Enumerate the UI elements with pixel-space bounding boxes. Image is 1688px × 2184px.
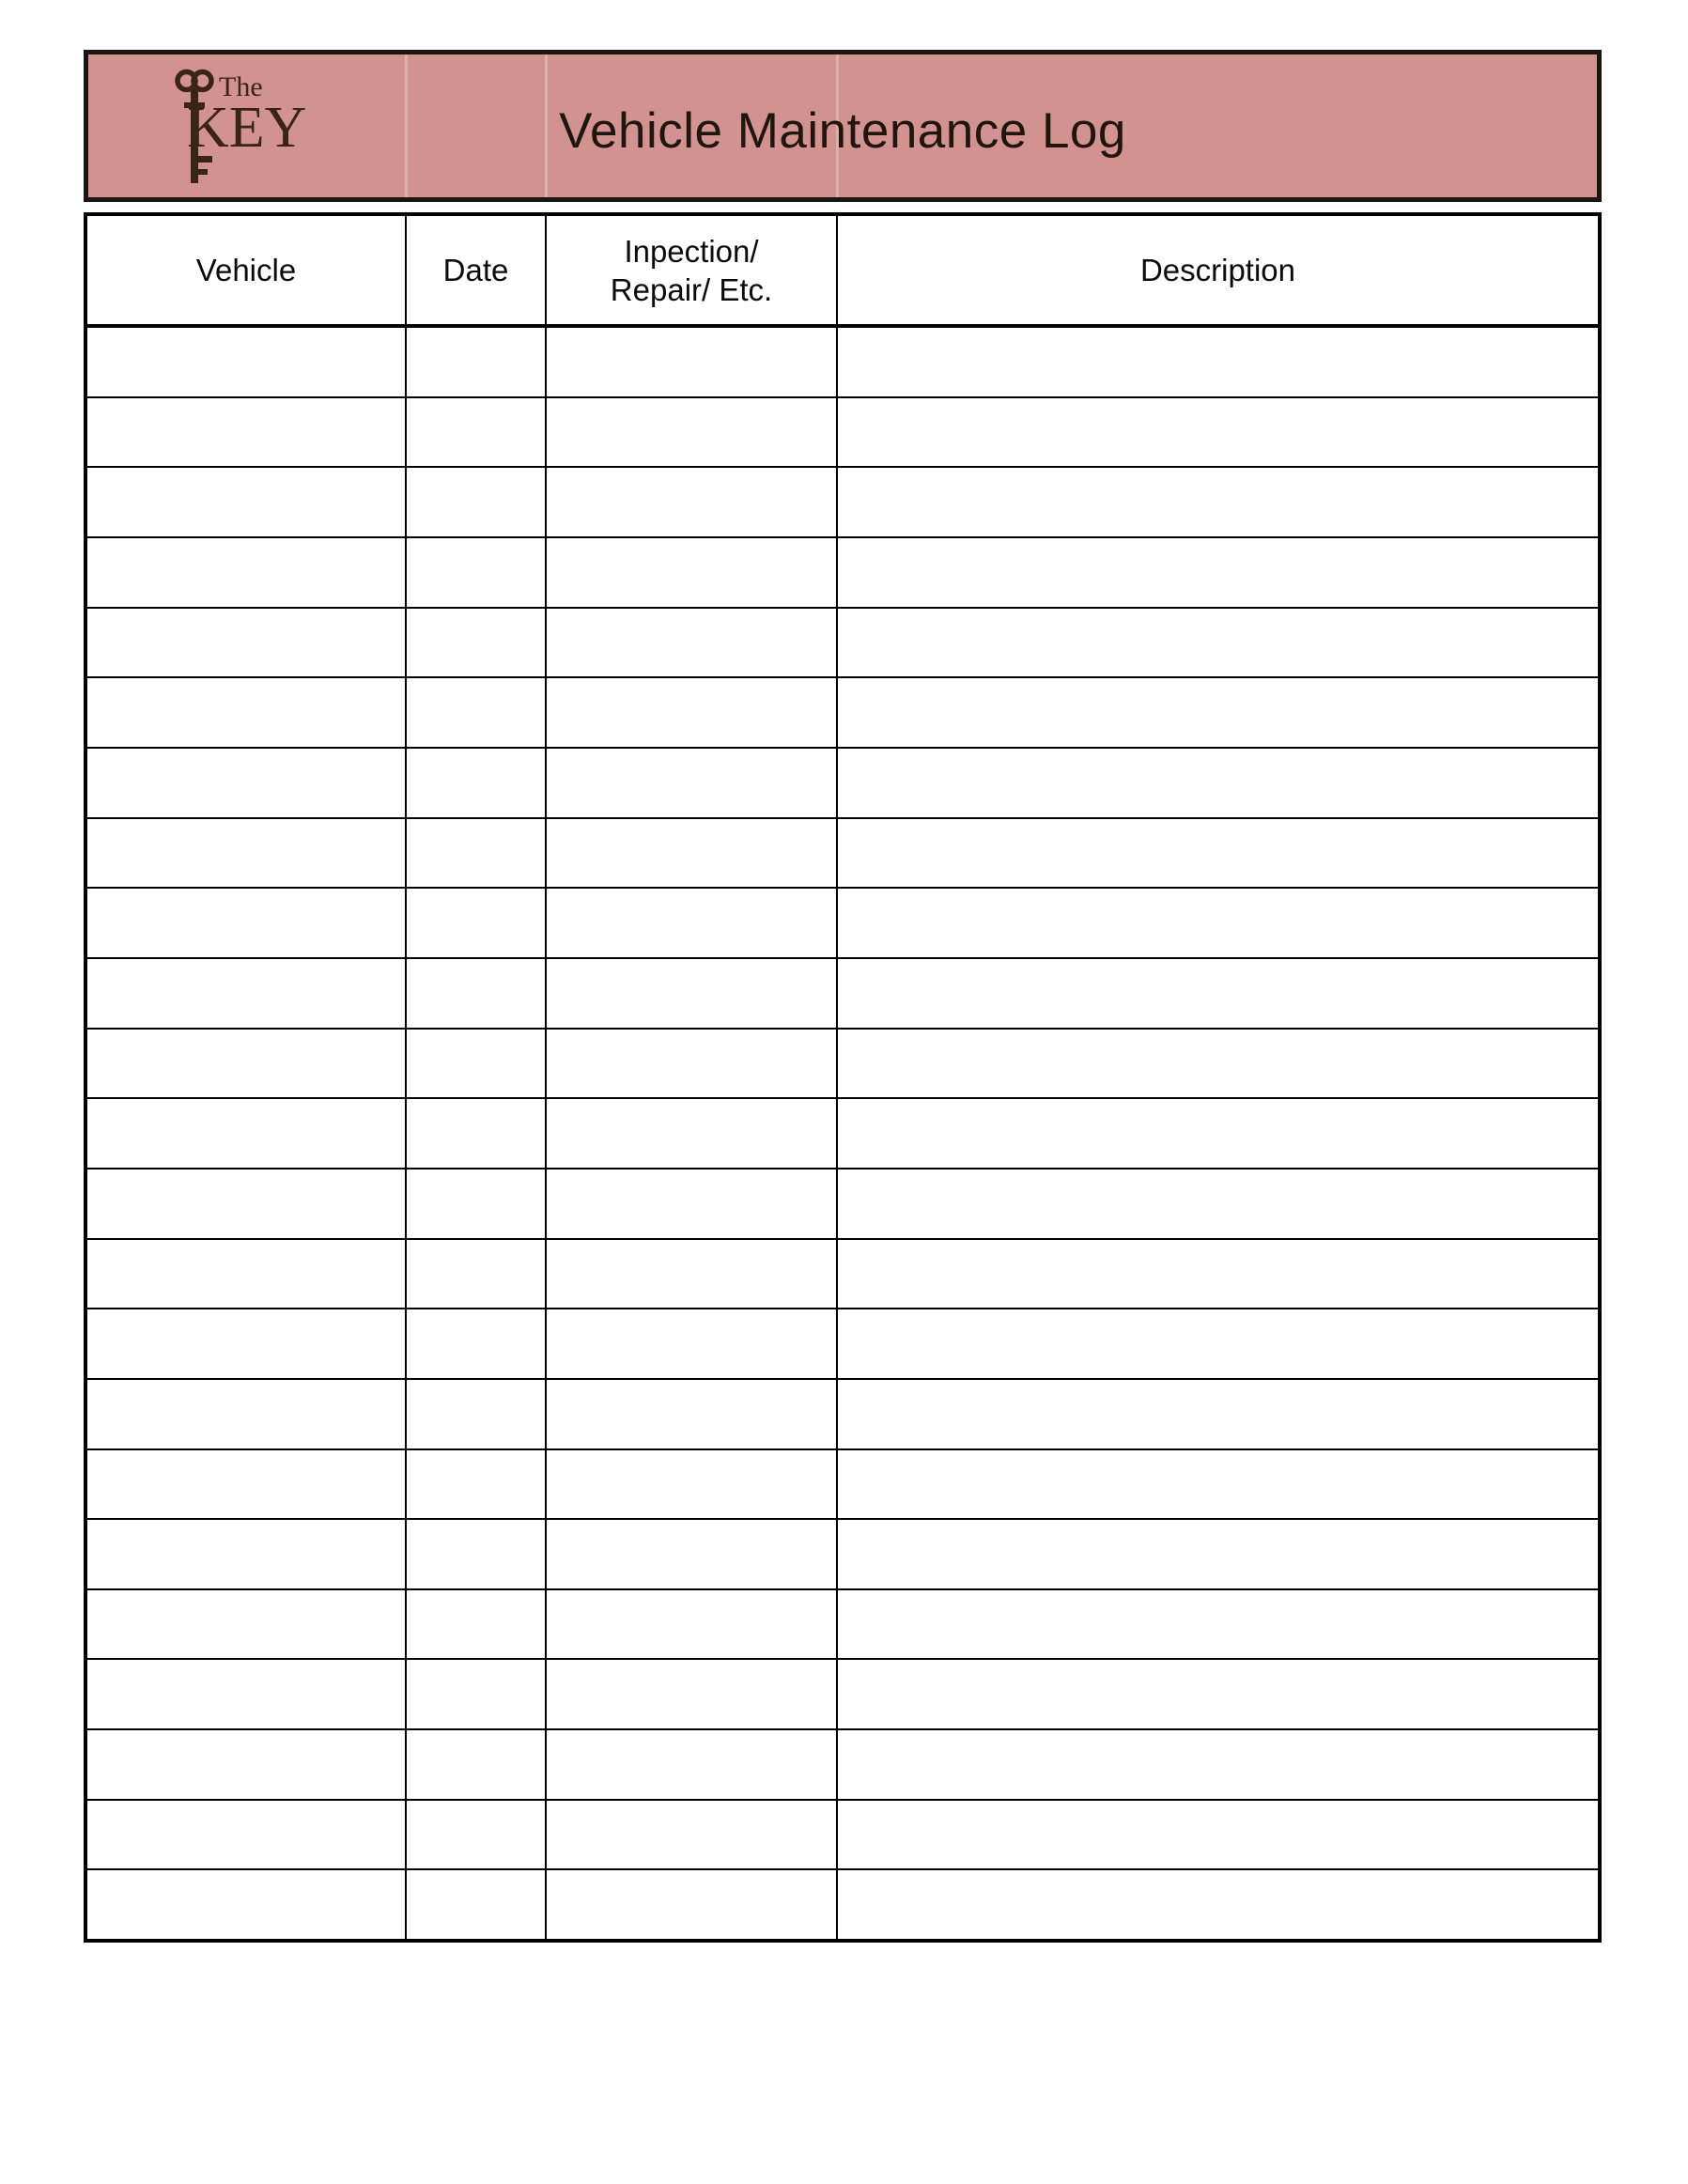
cell-description xyxy=(838,1590,1598,1659)
cell-vehicle xyxy=(87,1380,407,1448)
table-row xyxy=(87,328,1598,398)
cell-description xyxy=(838,1730,1598,1799)
cell-date xyxy=(407,1099,547,1168)
column-header-vehicle: Vehicle xyxy=(87,216,407,324)
cell-inspection xyxy=(547,609,838,677)
cell-description xyxy=(838,889,1598,957)
table-row xyxy=(87,889,1598,959)
cell-vehicle xyxy=(87,1030,407,1098)
table-row xyxy=(87,1520,1598,1590)
cell-date xyxy=(407,1660,547,1728)
cell-vehicle xyxy=(87,398,407,467)
table-row xyxy=(87,678,1598,749)
cell-vehicle xyxy=(87,1520,407,1588)
cell-date xyxy=(407,1801,547,1869)
cell-description xyxy=(838,819,1598,888)
cell-description xyxy=(838,1169,1598,1238)
cell-inspection xyxy=(547,538,838,607)
cell-description xyxy=(838,398,1598,467)
cell-description xyxy=(838,1240,1598,1309)
logo-text-key: KEY xyxy=(187,96,307,160)
cell-date xyxy=(407,1520,547,1588)
cell-inspection xyxy=(547,1169,838,1238)
table-row xyxy=(87,1309,1598,1380)
page-title: Vehicle Maintenance Log xyxy=(559,102,1126,159)
cell-date xyxy=(407,889,547,957)
table-row xyxy=(87,1240,1598,1310)
table-row xyxy=(87,1801,1598,1871)
cell-date xyxy=(407,678,547,747)
cell-date xyxy=(407,1380,547,1448)
cell-inspection xyxy=(547,889,838,957)
table-row xyxy=(87,1660,1598,1730)
table-row xyxy=(87,1030,1598,1100)
cell-vehicle xyxy=(87,328,407,396)
cell-inspection xyxy=(547,1660,838,1728)
cell-description xyxy=(838,538,1598,607)
cell-vehicle xyxy=(87,1660,407,1728)
cell-date xyxy=(407,1030,547,1098)
cell-description xyxy=(838,1450,1598,1519)
cell-vehicle xyxy=(87,1590,407,1659)
table-row xyxy=(87,1730,1598,1801)
cell-description xyxy=(838,1380,1598,1448)
cell-description xyxy=(838,1520,1598,1588)
table-header-row xyxy=(87,216,1598,328)
cell-description xyxy=(838,328,1598,396)
table-row xyxy=(87,398,1598,469)
cell-inspection xyxy=(547,468,838,536)
cell-vehicle xyxy=(87,1099,407,1168)
cell-inspection xyxy=(547,1099,838,1168)
cell-vehicle xyxy=(87,1870,407,1939)
cell-vehicle xyxy=(87,819,407,888)
cell-inspection xyxy=(547,398,838,467)
cell-vehicle xyxy=(87,609,407,677)
table-row xyxy=(87,749,1598,819)
column-header-date: Date xyxy=(407,216,547,324)
table-row xyxy=(87,609,1598,679)
cell-date xyxy=(407,819,547,888)
cell-inspection xyxy=(547,1870,838,1939)
table-row xyxy=(87,1450,1598,1521)
cell-inspection xyxy=(547,1309,838,1378)
cell-description xyxy=(838,1870,1598,1939)
table-row xyxy=(87,1870,1598,1939)
cell-inspection xyxy=(547,1520,838,1588)
cell-date xyxy=(407,1450,547,1519)
table-row xyxy=(87,1169,1598,1240)
cell-inspection xyxy=(547,1450,838,1519)
cell-description xyxy=(838,1309,1598,1378)
cell-vehicle xyxy=(87,1450,407,1519)
column-header-inspection xyxy=(547,216,838,324)
cell-vehicle xyxy=(87,889,407,957)
column-header-description: Description xyxy=(1139,253,1296,287)
cell-vehicle xyxy=(87,468,407,536)
cell-inspection xyxy=(547,678,838,747)
table-row xyxy=(87,538,1598,609)
cell-vehicle xyxy=(87,1801,407,1869)
cell-description xyxy=(838,1099,1598,1168)
cell-vehicle xyxy=(87,1730,407,1799)
cell-description xyxy=(838,468,1598,536)
cell-vehicle xyxy=(87,1169,407,1238)
table-row xyxy=(87,959,1598,1030)
cell-inspection xyxy=(547,1380,838,1448)
cell-inspection xyxy=(547,1240,838,1309)
cell-vehicle xyxy=(87,538,407,607)
cell-inspection xyxy=(547,749,838,817)
cell-description xyxy=(838,1030,1598,1098)
table-row xyxy=(87,819,1598,890)
cell-date xyxy=(407,959,547,1028)
cell-vehicle xyxy=(87,1309,407,1378)
cell-inspection xyxy=(547,959,838,1028)
cell-description xyxy=(838,1660,1598,1728)
cell-date xyxy=(407,1590,547,1659)
column-header-inspection-line2: Repair/ Etc. xyxy=(610,271,773,307)
table-row xyxy=(87,1590,1598,1661)
cell-vehicle xyxy=(87,678,407,747)
cell-description xyxy=(838,678,1598,747)
cell-date xyxy=(407,1309,547,1378)
cell-description xyxy=(838,609,1598,677)
cell-inspection xyxy=(547,1730,838,1799)
cell-date xyxy=(407,1730,547,1799)
cell-vehicle xyxy=(87,749,407,817)
cell-date xyxy=(407,1870,547,1939)
table-body xyxy=(87,328,1598,1939)
table-row xyxy=(87,1099,1598,1169)
cell-vehicle xyxy=(87,959,407,1028)
cell-date xyxy=(407,749,547,817)
maintenance-log-table xyxy=(84,212,1602,1943)
cell-description xyxy=(838,749,1598,817)
cell-description xyxy=(838,1801,1598,1869)
cell-inspection xyxy=(547,328,838,396)
cell-date xyxy=(407,398,547,467)
cell-inspection xyxy=(547,819,838,888)
logo-text-the: The xyxy=(219,71,263,102)
cell-inspection xyxy=(547,1801,838,1869)
table-row xyxy=(87,1380,1598,1450)
cell-inspection xyxy=(547,1030,838,1098)
cell-date xyxy=(407,609,547,677)
cell-inspection xyxy=(547,1590,838,1659)
column-header-inspection-line1: Inpection/ xyxy=(624,233,759,269)
cell-date xyxy=(407,328,547,396)
header-band xyxy=(84,50,1602,202)
cell-description xyxy=(838,959,1598,1028)
cell-date xyxy=(407,1240,547,1309)
table-row xyxy=(87,468,1598,538)
cell-vehicle xyxy=(87,1240,407,1309)
cell-date xyxy=(407,468,547,536)
cell-date xyxy=(407,1169,547,1238)
cell-date xyxy=(407,538,547,607)
